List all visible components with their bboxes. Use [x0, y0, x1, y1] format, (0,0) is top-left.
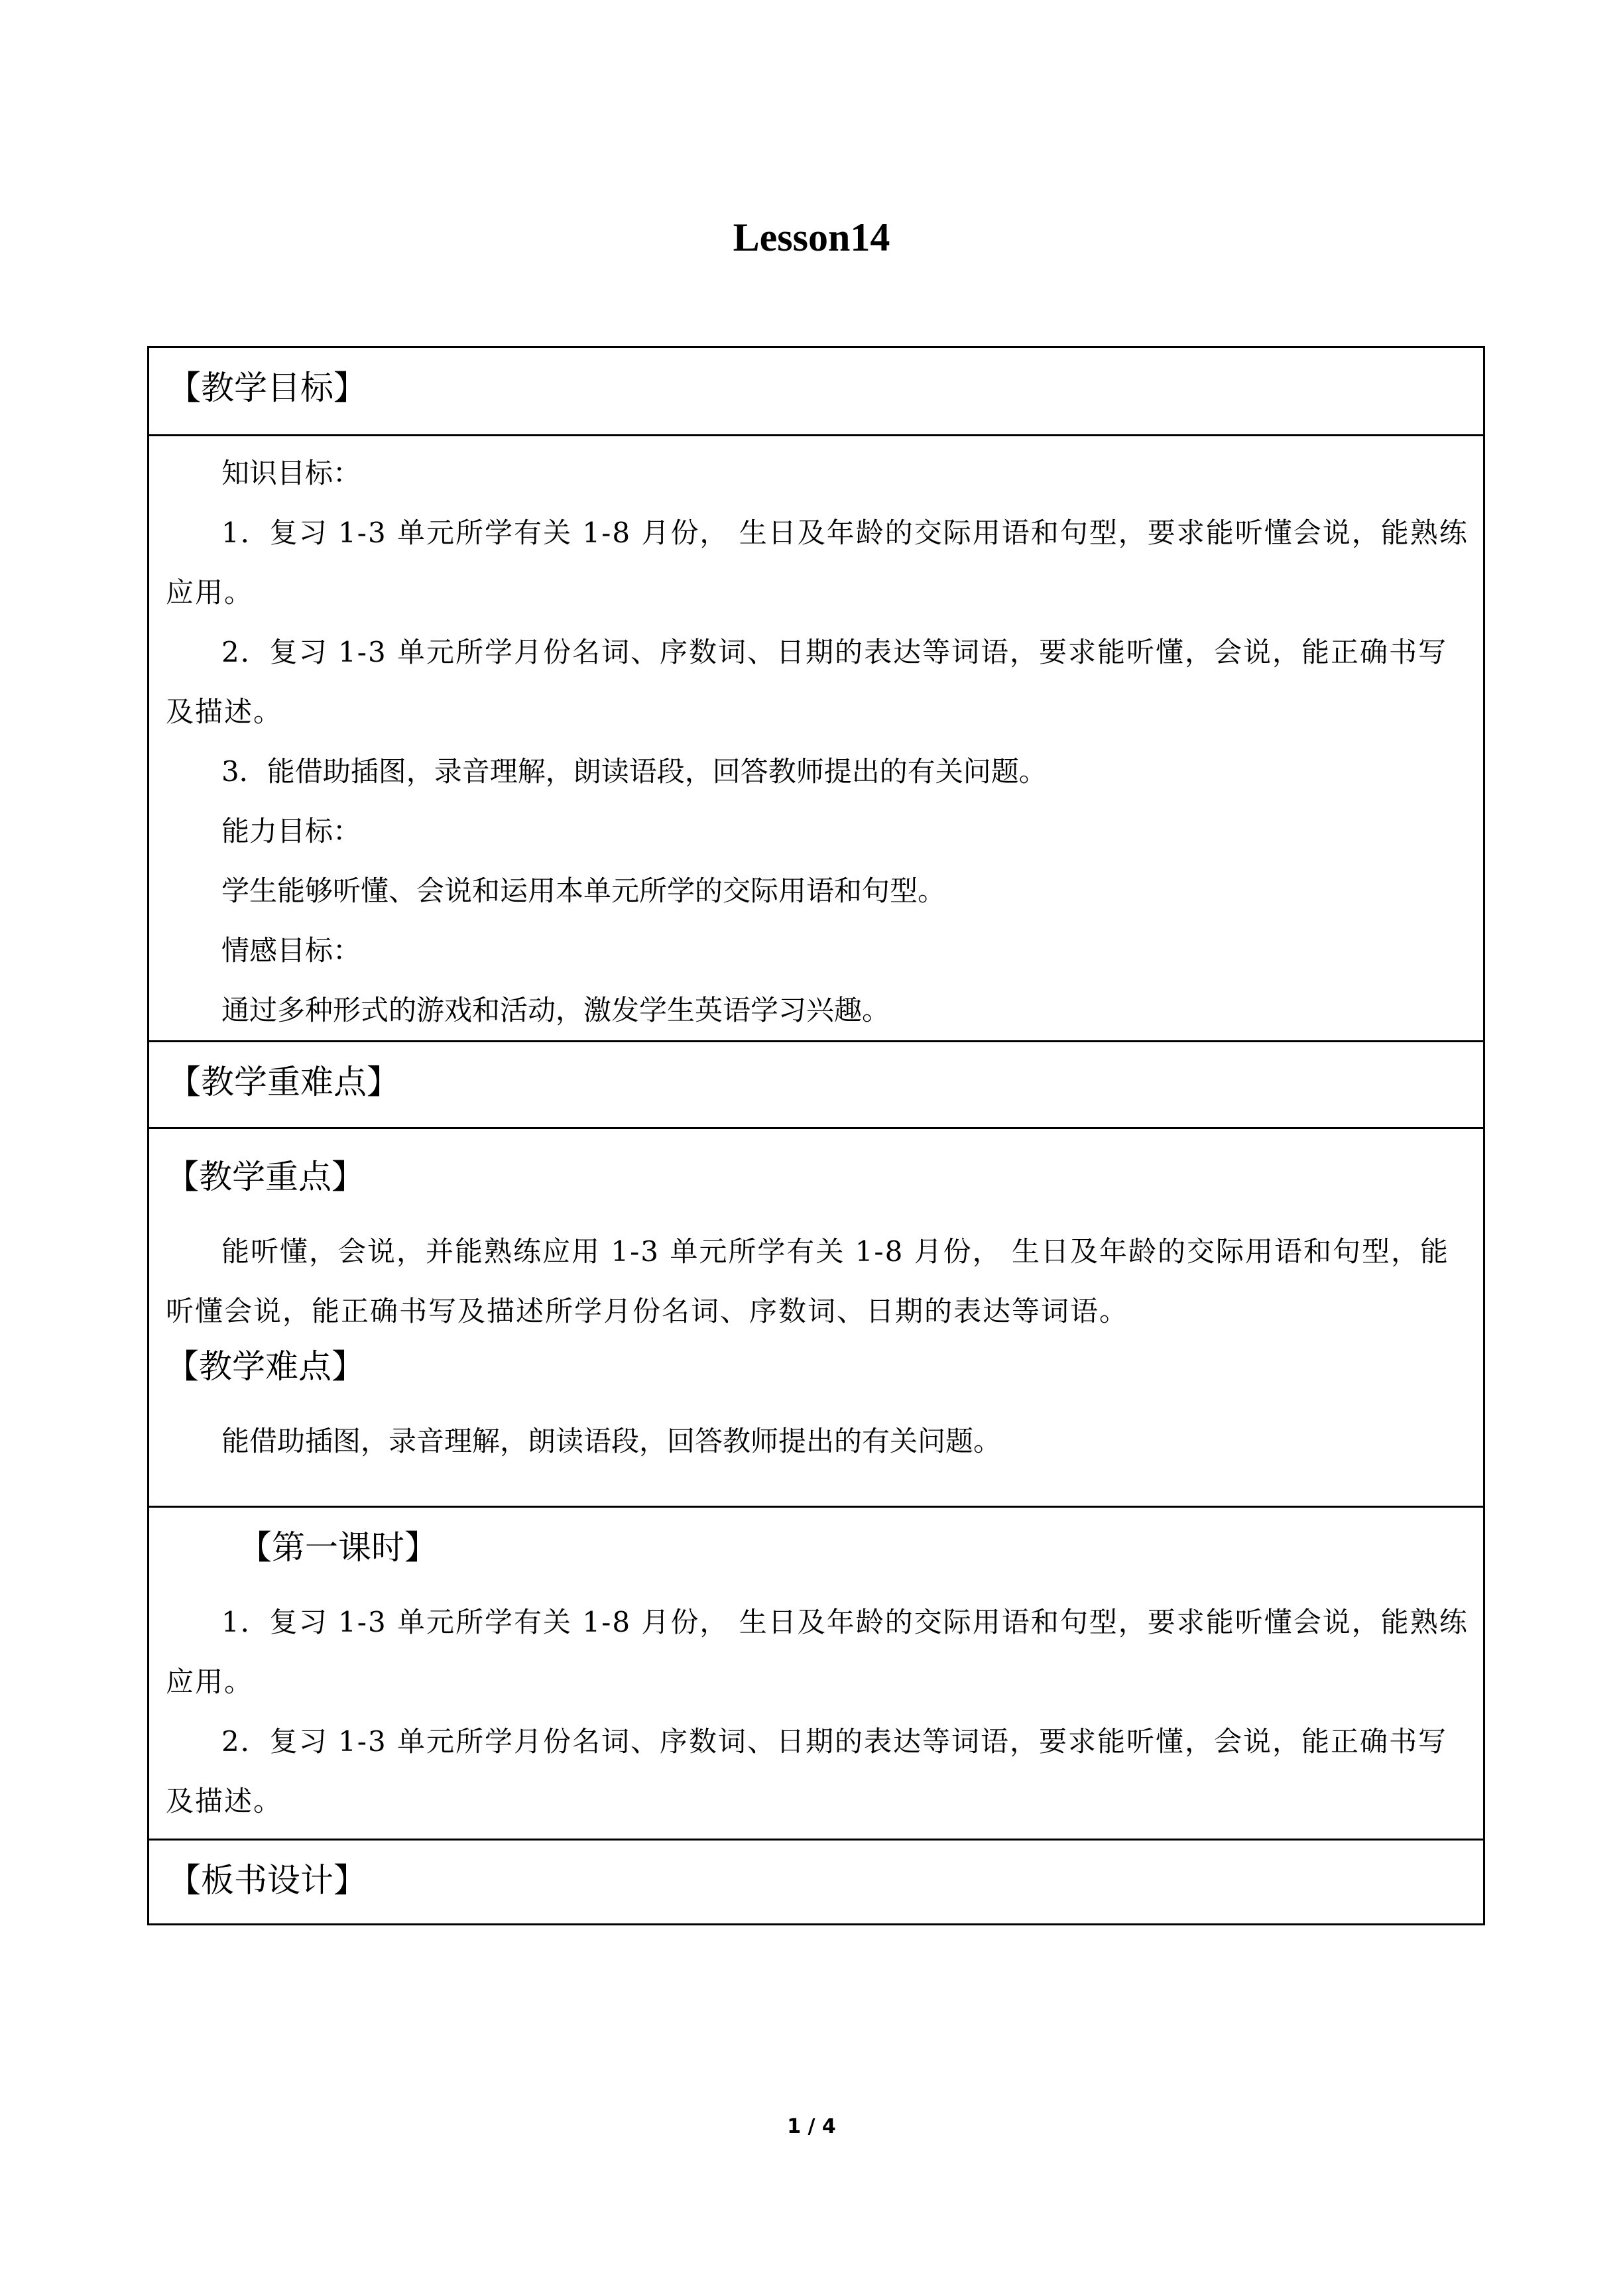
board-design-header: 【板书设计】: [168, 1861, 367, 1900]
knowledge-item-2: 2．复习 1-3 单元所学月份名词、序数词、日期的表达等词语，要求能听懂，会说，能正确书写及描述。: [166, 636, 1448, 728]
first-lesson-text-block: [166, 1528, 1471, 1831]
emotion-text: 通过多种形式的游戏和活动，激发学生英语学习兴趣。: [221, 994, 890, 1026]
knowledge-label: 知识目标：: [221, 457, 361, 489]
emotion-label: 情感目标：: [221, 934, 361, 967]
knowledge-item-3: 3．能借助插图，录音理解，朗读语段，回答教师提出的有关问题。: [221, 755, 1047, 788]
key-points-header: 【教学重点】: [166, 1158, 365, 1196]
objectives-text-block: [166, 444, 1471, 1040]
ability-text: 学生能够听懂、会说和运用本单元所学的交际用语和句型。: [221, 875, 946, 907]
first-lesson-header: 【第一课时】: [239, 1528, 438, 1567]
key-points-text: 能听懂，会说，并能熟练应用 1-3 单元所学有关 1-8 月份， 生日及年龄的交际用语和句型，能听懂会说，能正确书写及描述所学月份名词、序数词、日期的表达等词语。: [166, 1235, 1450, 1327]
difficult-points-text: 能借助插图，录音理解，朗读语段，回答教师提出的有关问题。: [221, 1425, 1002, 1457]
page-title: Lesson14: [733, 215, 890, 259]
key-difficult-header-row: [149, 1042, 1483, 1129]
board-design-row: [149, 1841, 1483, 1923]
ability-label: 能力目标：: [221, 815, 361, 847]
difficult-points-header: 【教学难点】: [166, 1347, 365, 1386]
objectives-header-row: [149, 348, 1483, 436]
page-indicator: 1 / 4: [787, 2115, 836, 2138]
key-points-text-block: [166, 1157, 1471, 1471]
key-difficult-header: 【教学重难点】: [168, 1063, 400, 1101]
knowledge-item-1: 1．复习 1-3 单元所学有关 1-8 月份， 生日及年龄的交际用语和句型，要求能听懂会说，能熟练应用。: [166, 516, 1469, 609]
first-lesson-item-2: 2．复习 1-3 单元所学月份名词、序数词、日期的表达等词语，要求能听懂，会说，能正确书写及描述。: [166, 1725, 1448, 1817]
objectives-header: 【教学目标】: [168, 369, 367, 407]
first-lesson-item-1: 1．复习 1-3 单元所学有关 1-8 月份， 生日及年龄的交际用语和句型，要求能听懂会说，能熟练应用。: [166, 1606, 1469, 1698]
